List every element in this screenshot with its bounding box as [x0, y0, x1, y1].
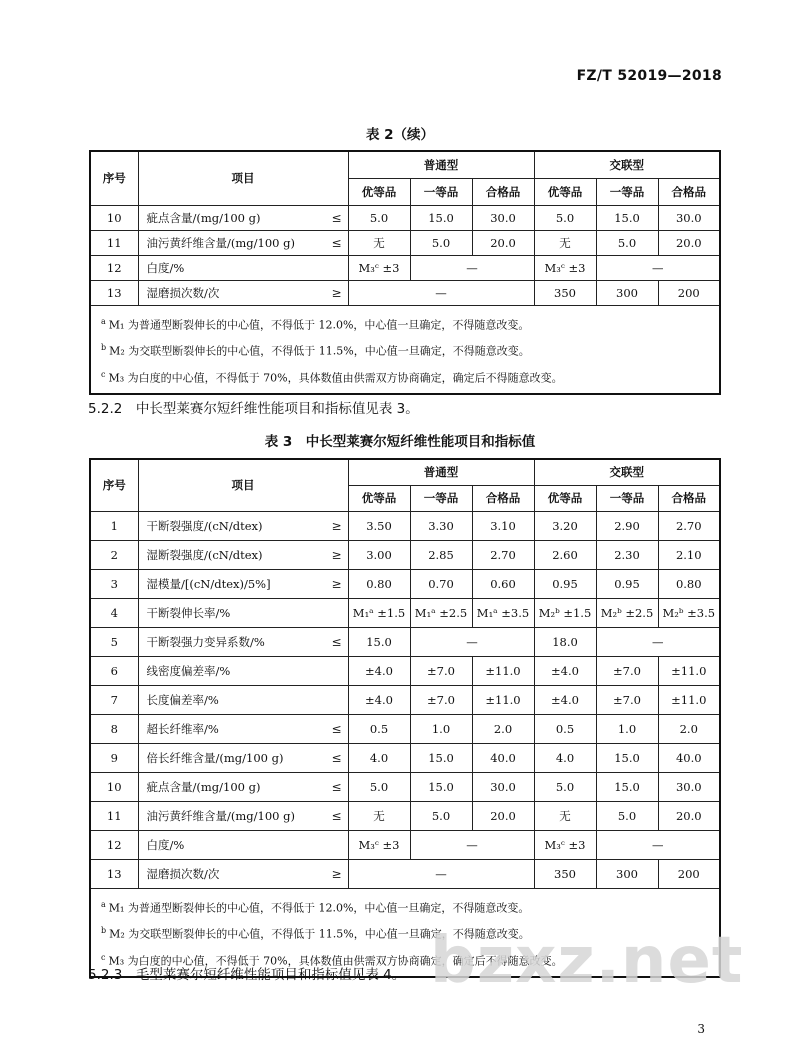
row-item: [138, 714, 348, 743]
cell-value: ±11.0: [658, 656, 720, 685]
footnote: $^c$ M₃ 为白度的中心值，不得低于 70%，具体数值由供需双方协商确定，确定后不得随意改变。: [101, 369, 563, 385]
cell-value: 350: [534, 859, 596, 888]
cell-value: ±4.0: [534, 685, 596, 714]
header-grade: 合格品: [658, 485, 720, 511]
cell-value: 20.0: [472, 230, 534, 255]
comparator: ≥: [331, 285, 342, 300]
item-label: 超长纤维率/%: [146, 721, 219, 736]
standard-code: FZ/T 52019—2018: [576, 68, 722, 84]
cell-value: M₃ᶜ ±3: [348, 830, 410, 859]
table-row: [90, 569, 720, 598]
item-label: 倍长纤维含量/(mg/100 g): [146, 750, 284, 765]
row-item: [138, 205, 348, 230]
cell-value: 2.10: [658, 540, 720, 569]
comparator: ≥: [331, 518, 342, 533]
header-group-crosslinked: 交联型: [534, 459, 720, 485]
cell-value: 0.5: [534, 714, 596, 743]
cell-value: 15.0: [410, 205, 472, 230]
row-no: 11: [90, 230, 138, 255]
cell-value: 5.0: [410, 230, 472, 255]
table-notes-row: [90, 305, 720, 394]
row-item: [138, 280, 348, 305]
cell-value: M₂ᵇ ±2.5: [596, 598, 658, 627]
item-label: 线密度偏差率/%: [146, 663, 231, 678]
item-label: 湿磨损次数/次: [146, 866, 220, 881]
cell-value: 15.0: [596, 772, 658, 801]
cell-merged: —: [596, 255, 720, 280]
cell-value: ±7.0: [596, 656, 658, 685]
clause-5-2-2: 5.2.2 中长型莱赛尔短纤维性能项目和指标值见表 3。: [88, 401, 419, 417]
row-item: [138, 656, 348, 685]
cell-value: 无: [534, 801, 596, 830]
cell-value: 300: [596, 280, 658, 305]
header-grade: 优等品: [534, 178, 596, 205]
header-grade: 合格品: [658, 178, 720, 205]
cell-value: 20.0: [472, 801, 534, 830]
header-grade: 一等品: [596, 485, 658, 511]
cell-value: M₂ᵇ ±1.5: [534, 598, 596, 627]
cell-value: M₃ᶜ ±3: [534, 830, 596, 859]
cell-value: 5.0: [596, 230, 658, 255]
row-no: 9: [90, 743, 138, 772]
cell-value: 30.0: [472, 205, 534, 230]
table-notes: [90, 305, 720, 394]
row-item: [138, 772, 348, 801]
clause-5-2-3: 5.2.3 毛型莱赛尔短纤维性能项目和指标值见表 4。: [88, 967, 406, 983]
cell-value: 3.30: [410, 511, 472, 540]
header-grade: 一等品: [410, 485, 472, 511]
row-item: [138, 859, 348, 888]
header-item: 项目: [138, 459, 348, 511]
cell-value: M₂ᵇ ±3.5: [658, 598, 720, 627]
row-item: [138, 569, 348, 598]
row-no: 7: [90, 685, 138, 714]
cell-value: 2.70: [472, 540, 534, 569]
item-label: 白度/%: [146, 260, 185, 275]
cell-value: M₁ᵃ ±1.5: [348, 598, 410, 627]
cell-value: 3.10: [472, 511, 534, 540]
comparator: ≤: [331, 779, 342, 794]
row-no: 1: [90, 511, 138, 540]
cell-value: ±4.0: [348, 685, 410, 714]
comparator: ≤: [331, 808, 342, 823]
cell-value: 2.70: [658, 511, 720, 540]
item-label: 白度/%: [146, 837, 185, 852]
cell-merged: —: [348, 280, 534, 305]
table-row: [90, 714, 720, 743]
cell-merged: —: [410, 830, 534, 859]
item-label: 油污黄纤维含量/(mg/100 g): [146, 808, 295, 823]
item-label: 湿断裂强度/(cN/dtex): [146, 547, 263, 562]
header-group-normal: 普通型: [348, 459, 534, 485]
table-row: [90, 230, 720, 255]
cell-merged: —: [410, 627, 534, 656]
item-label: 油污黄纤维含量/(mg/100 g): [146, 235, 295, 250]
table-row: [90, 830, 720, 859]
header-no: 序号: [90, 151, 138, 205]
cell-value: 15.0: [596, 205, 658, 230]
cell-value: 15.0: [410, 743, 472, 772]
table-row: [90, 205, 720, 230]
table-row: [90, 801, 720, 830]
comparator: ≥: [331, 866, 342, 881]
page-number: 3: [697, 1022, 705, 1036]
cell-value: 5.0: [348, 772, 410, 801]
cell-value: 350: [534, 280, 596, 305]
item-label: 干断裂强度/(cN/dtex): [146, 518, 263, 533]
footnote: $^b$ M₂ 为交联型断裂伸长的中心值，不得低于 11.5%，中心值一旦确定，不得随意改变。: [101, 343, 530, 358]
cell-value: 2.0: [472, 714, 534, 743]
cell-value: ±11.0: [658, 685, 720, 714]
table-row: [90, 743, 720, 772]
cell-value: 无: [348, 230, 410, 255]
row-no: 5: [90, 627, 138, 656]
comparator: ≤: [331, 750, 342, 765]
comparator: ≥: [331, 547, 342, 562]
row-item: [138, 627, 348, 656]
item-label: 干断裂伸长率/%: [146, 605, 231, 620]
cell-value: 0.70: [410, 569, 472, 598]
cell-value: 3.50: [348, 511, 410, 540]
cell-value: ±7.0: [410, 656, 472, 685]
cell-value: 1.0: [410, 714, 472, 743]
cell-value: 0.95: [596, 569, 658, 598]
row-no: 12: [90, 830, 138, 859]
header-grade: 合格品: [472, 485, 534, 511]
row-no: 12: [90, 255, 138, 280]
cell-value: 2.60: [534, 540, 596, 569]
comparator: ≤: [331, 721, 342, 736]
cell-merged: —: [596, 627, 720, 656]
cell-merged: —: [410, 255, 534, 280]
row-no: 2: [90, 540, 138, 569]
comparator: ≤: [331, 235, 342, 250]
cell-value: 2.90: [596, 511, 658, 540]
comparator: ≤: [331, 210, 342, 225]
table-row: [90, 859, 720, 888]
row-item: [138, 540, 348, 569]
footnote: $^b$ M₂ 为交联型断裂伸长的中心值，不得低于 11.5%，中心值一旦确定，不得随意改变。: [101, 926, 530, 941]
cell-value: M₃ᶜ ±3: [348, 255, 410, 280]
cell-value: 15.0: [348, 627, 410, 656]
cell-value: 4.0: [348, 743, 410, 772]
table-row: [90, 685, 720, 714]
header-grade: 一等品: [410, 178, 472, 205]
cell-value: 2.30: [596, 540, 658, 569]
row-no: 10: [90, 205, 138, 230]
cell-value: 300: [596, 859, 658, 888]
cell-value: 30.0: [472, 772, 534, 801]
row-no: 3: [90, 569, 138, 598]
row-item: [138, 801, 348, 830]
cell-value: 3.20: [534, 511, 596, 540]
cell-value: ±7.0: [410, 685, 472, 714]
comparator: ≥: [331, 576, 342, 591]
header-grade: 优等品: [348, 178, 410, 205]
row-no: 11: [90, 801, 138, 830]
cell-value: 0.95: [534, 569, 596, 598]
cell-value: 0.5: [348, 714, 410, 743]
cell-value: 40.0: [472, 743, 534, 772]
header-item: 项目: [138, 151, 348, 205]
cell-value: 30.0: [658, 205, 720, 230]
cell-value: ±11.0: [472, 656, 534, 685]
row-item: [138, 598, 348, 627]
table-row: [90, 656, 720, 685]
cell-value: 无: [348, 801, 410, 830]
header-grade: 一等品: [596, 178, 658, 205]
item-label: 干断裂强力变异系数/%: [146, 634, 265, 649]
cell-value: M₁ᵃ ±3.5: [472, 598, 534, 627]
header-grade: 优等品: [348, 485, 410, 511]
row-item: [138, 743, 348, 772]
table2-caption: 表 2（续）: [365, 127, 435, 143]
cell-value: ±4.0: [348, 656, 410, 685]
cell-value: 2.85: [410, 540, 472, 569]
item-label: 疵点含量/(mg/100 g): [146, 779, 261, 794]
table3-caption: 表 3 中长型莱赛尔短纤维性能项目和指标值: [264, 434, 536, 450]
table-row: [90, 627, 720, 656]
cell-value: 3.00: [348, 540, 410, 569]
header-grade: 优等品: [534, 485, 596, 511]
cell-value: 1.0: [596, 714, 658, 743]
table-row: [90, 540, 720, 569]
row-no: 6: [90, 656, 138, 685]
cell-value: 15.0: [410, 772, 472, 801]
comparator: ≤: [331, 634, 342, 649]
cell-value: 200: [658, 280, 720, 305]
cell-value: M₁ᵃ ±2.5: [410, 598, 472, 627]
cell-value: 20.0: [658, 230, 720, 255]
cell-value: ±4.0: [534, 656, 596, 685]
cell-merged: —: [348, 859, 534, 888]
header-no: 序号: [90, 459, 138, 511]
item-label: 湿模量/[(cN/dtex)/5%]: [146, 576, 271, 591]
cell-value: 15.0: [596, 743, 658, 772]
row-item: [138, 830, 348, 859]
cell-value: 无: [534, 230, 596, 255]
cell-value: 4.0: [534, 743, 596, 772]
cell-value: 5.0: [410, 801, 472, 830]
row-no: 8: [90, 714, 138, 743]
cell-merged: —: [596, 830, 720, 859]
cell-value: 5.0: [348, 205, 410, 230]
cell-value: 200: [658, 859, 720, 888]
cell-value: 40.0: [658, 743, 720, 772]
cell-value: 2.0: [658, 714, 720, 743]
footnote: $^c$ M₃ 为白度的中心值，不得低于 70%，具体数值由供需双方协商确定，确定后不得随意改变。: [101, 952, 563, 968]
table-row: [90, 511, 720, 540]
table3: [89, 458, 721, 978]
row-no: 13: [90, 859, 138, 888]
row-no: 4: [90, 598, 138, 627]
footnote: $^a$ M₁ 为普通型断裂伸长的中心值，不得低于 12.0%，中心值一旦确定，不得随意改变。: [101, 316, 530, 332]
cell-value: 5.0: [534, 772, 596, 801]
table-row: [90, 280, 720, 305]
cell-value: 0.80: [348, 569, 410, 598]
cell-value: 0.60: [472, 569, 534, 598]
row-no: 10: [90, 772, 138, 801]
cell-value: 18.0: [534, 627, 596, 656]
cell-value: 0.80: [658, 569, 720, 598]
row-item: [138, 255, 348, 280]
table-row: [90, 772, 720, 801]
cell-value: ±7.0: [596, 685, 658, 714]
row-no: 13: [90, 280, 138, 305]
header-grade: 合格品: [472, 178, 534, 205]
cell-value: 20.0: [658, 801, 720, 830]
cell-value: 5.0: [596, 801, 658, 830]
row-item: [138, 685, 348, 714]
header-group-crosslinked: 交联型: [534, 151, 720, 178]
item-label: 疵点含量/(mg/100 g): [146, 210, 261, 225]
watermark: bzxz.net: [430, 924, 744, 998]
table-row: [90, 255, 720, 280]
row-item: [138, 511, 348, 540]
row-item: [138, 230, 348, 255]
footnote: $^a$ M₁ 为普通型断裂伸长的中心值，不得低于 12.0%，中心值一旦确定，不得随意改变。: [101, 899, 530, 915]
table2: [89, 150, 721, 395]
header-group-normal: 普通型: [348, 151, 534, 178]
item-label: 湿磨损次数/次: [146, 285, 220, 300]
cell-value: 30.0: [658, 772, 720, 801]
item-label: 长度偏差率/%: [146, 692, 219, 707]
cell-value: ±11.0: [472, 685, 534, 714]
cell-value: 5.0: [534, 205, 596, 230]
cell-value: M₃ᶜ ±3: [534, 255, 596, 280]
table-row: [90, 598, 720, 627]
